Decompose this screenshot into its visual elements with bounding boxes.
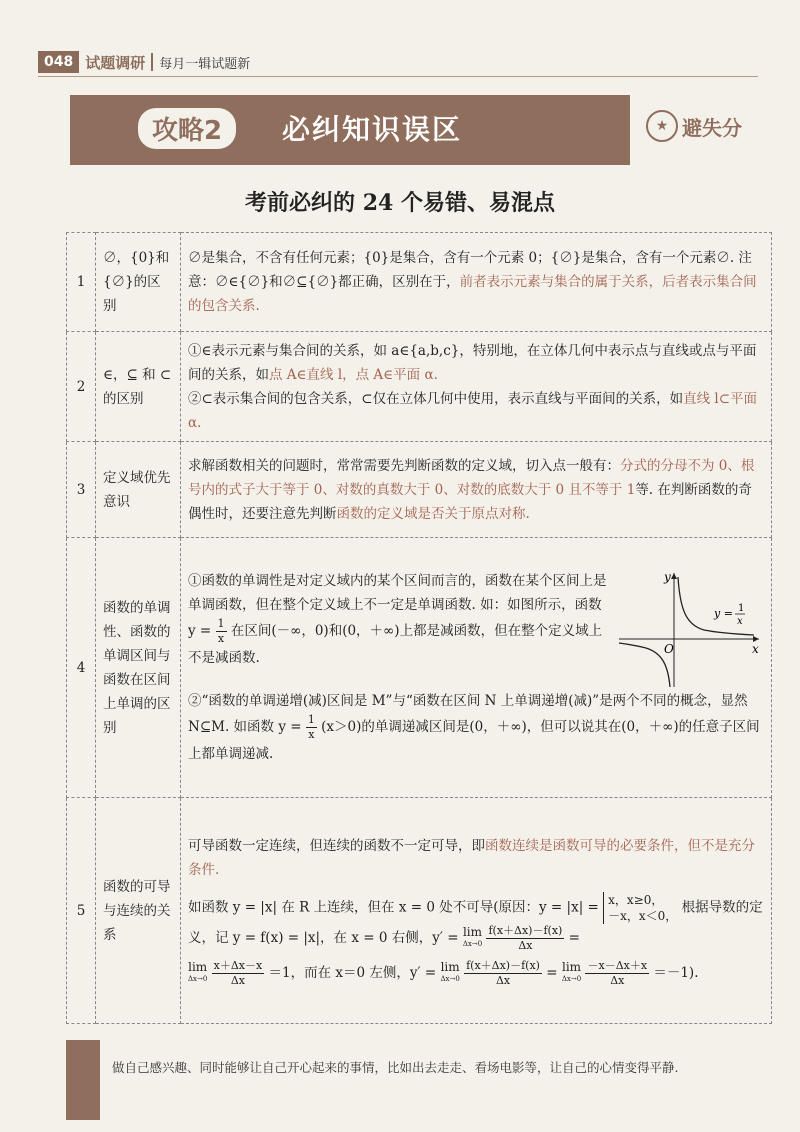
- header-subtitle: 每月一辑试题新: [159, 56, 251, 72]
- section-name: 试题调研: [85, 53, 146, 72]
- fraction: $\frac{-x-\Delta x+x}{\Delta x}$: [587, 958, 648, 987]
- limit-symbol: lim Δx→0: [462, 925, 483, 948]
- table-row: [67, 332, 772, 442]
- page-header: [38, 50, 250, 74]
- badge-text: 避失分: [682, 115, 742, 140]
- row-number: 4: [67, 538, 96, 798]
- row-content: ①∈表示元素与集合间的关系，如 a∈{a,b,c}，特别地，在立体几何中表示点与直线或点与平面间的关系，如点 A∈直线 l，点 A∈平面 α. ②⊂表示集合间的包含关系，⊂仅在立体几何中使用，表示直线与平面间的关系，如直线 l⊂平面 α.: [181, 332, 772, 442]
- row-number: 5: [67, 798, 96, 1024]
- banner-label: 攻略2: [138, 108, 236, 149]
- limit-symbol: lim Δx→0: [561, 960, 582, 983]
- table-row: [67, 538, 772, 798]
- row-topic: 定义域优先意识: [96, 442, 181, 538]
- limit-symbol: lim Δx→0: [188, 960, 208, 983]
- y-axis-arrow: [671, 573, 677, 579]
- banner-title: 必纠知识误区: [282, 113, 463, 146]
- curve-label-den: x: [737, 616, 743, 627]
- row-content: O y x y = 1 x ①函数的单调性是对定义域内的某个区间而言的，函数在某个区间上是单调函数，但在整个定义域上不一定是单调函数. 如：如图所示，函数 y = $\frac{1}{x}$ 在区间(－∞，0)和(0，＋∞)上都是减函数，但在整个定义域上不是减函数. ②“函数的单调递增(减)区间是 M”与“函数在区间 N 上单调递增(减)”是两个不同的概念，显然 N⊆M. 如函数 y = $\frac{1}{x}$ (x＞0)的单调递减区间是(0，＋∞)，但可以说其在(0，＋∞)的任意子区间上都单调递减.: [181, 538, 772, 798]
- fraction-1-over-x: $\frac{1}{x}$: [307, 713, 315, 741]
- curve-left: [619, 643, 670, 687]
- badge: [646, 110, 742, 142]
- curve-label-num: 1: [738, 603, 745, 614]
- page-number: 048: [38, 51, 79, 73]
- table-row: [67, 233, 772, 332]
- row-topic: ∈，⊆ 和 ⊂ 的区别: [96, 332, 181, 442]
- table-row: [67, 798, 772, 1024]
- header-rule: [38, 76, 758, 77]
- header-divider: [151, 53, 153, 71]
- row-content: 可导函数一定连续，但连续的函数不一定可导，即函数连续是函数可导的必要条件，但不是充分条件. 如函数 y = |x| 在 R 上连续，但在 x = 0 处不可导(原因：y = |x| = x，x≥0， －x，x＜0， 根据导数的定义，记 y = f(x) = |x|，在 x = 0 右侧，y′ = lim Δx→0 $\frac{f(x+\Delta x)-f(x)}{\Delta x}$ = lim Δx→0 $\frac{x+\Delta x-x}{\Delta x}$ ＝1，而在 x＝0 左侧，y′ = lim Δx→0 $\frac{f(x+\Delta x)-f(x)}{\Delta x}$ = lim Δx→0 $\frac{-x-\Delta x+x}{\Delta x}$ ＝－1).: [181, 798, 772, 1024]
- row-number: 2: [67, 332, 96, 442]
- row-number: 3: [67, 442, 96, 538]
- page-title: 考前必纠的 24 个易错、易混点: [245, 190, 555, 216]
- row-content: 求解函数相关的问题时，常常需要先判断函数的定义域，切入点一般有：分式的分母不为 0、根号内的式子大于等于 0、对数的真数大于 0、对数的底数大于 0 且不等于 1等. 在判断函数的奇偶性时，还要注意先判断函数的定义域是否关于原点对称.: [181, 442, 772, 538]
- row-topic: 函数的单调性、函数的单调区间与函数在区间上单调的区别: [96, 538, 181, 798]
- fraction-1-over-x: $\frac{1}{x}$: [217, 617, 225, 645]
- y-axis-label: y: [664, 570, 671, 584]
- row-content: ∅是集合，不含有任何元素；{0}是集合，含有一个元素 0；{∅}是集合，含有一个元素∅. 注意：∅∈{∅}和∅⊆{∅}都正确，区别在于，前者表示元素与集合的属于关系，后者表示集合间的包含关系.: [181, 233, 772, 332]
- fraction: $\frac{f(x+\Delta x)-f(x)}{\Delta x}$: [466, 958, 540, 987]
- row-topic: 函数的可导与连续的关系: [96, 798, 181, 1024]
- limit-symbol: lim Δx→0: [440, 960, 460, 983]
- origin-label: O: [664, 642, 674, 656]
- seal-icon: ★: [646, 110, 678, 142]
- fraction: $\frac{x+\Delta x-x}{\Delta x}$: [213, 958, 263, 987]
- hyperbola-graph: [614, 569, 764, 689]
- fraction: $\frac{f(x+\Delta x)-f(x)}{\Delta x}$: [488, 923, 563, 952]
- piecewise-cases: x，x≥0， －x，x＜0，: [603, 892, 677, 924]
- row-number: 1: [67, 233, 96, 332]
- row-topic: ∅，{0}和{∅}的区别: [96, 233, 181, 332]
- footer-note: 做自己感兴趣、同时能够让自己开心起来的事情，比如出去走走、看场电影等，让自己的心情变得平静.: [112, 1060, 679, 1075]
- side-tab: [66, 1040, 100, 1120]
- table-row: [67, 442, 772, 538]
- x-axis-label: x: [752, 642, 759, 656]
- curve-label: y =: [714, 607, 733, 620]
- mistakes-table: [66, 232, 772, 1024]
